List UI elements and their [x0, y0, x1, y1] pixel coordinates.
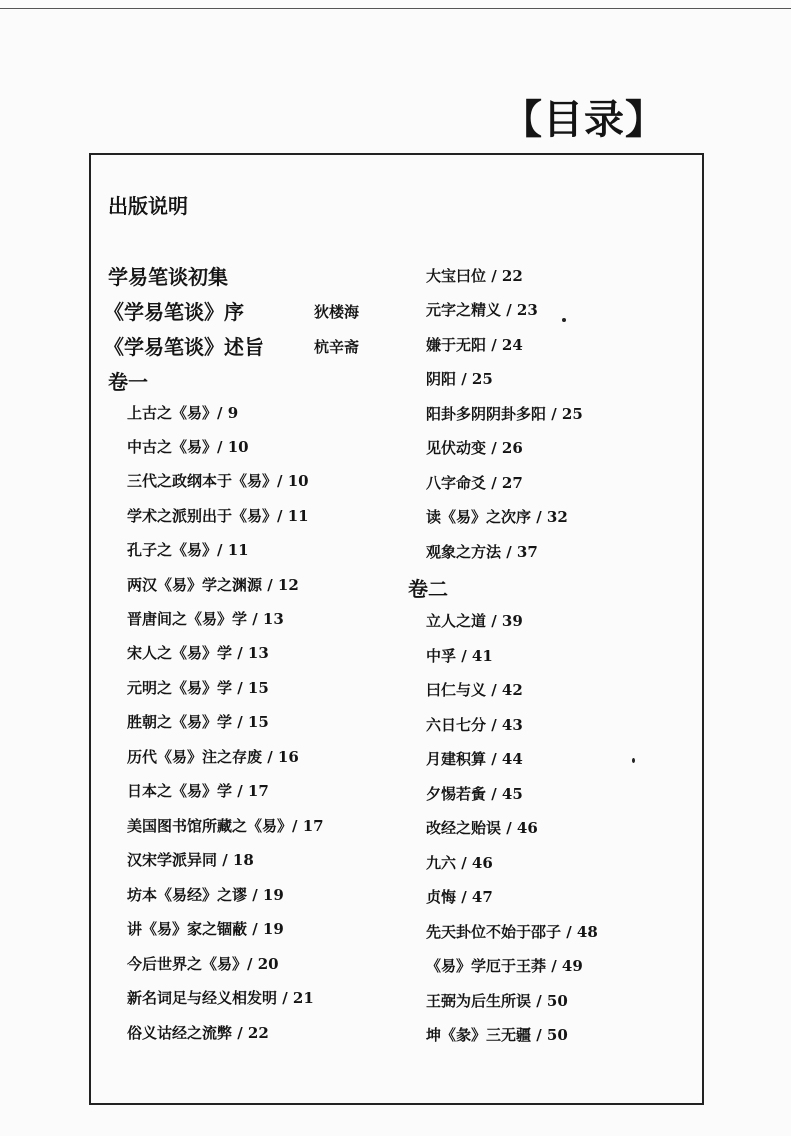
toc-entry: 新名词足与经义相发明 / 21 — [127, 989, 314, 1007]
toc-entry: 嫌于无阳 / 24 — [426, 336, 523, 354]
toc-entry: 月建积算 / 44 — [426, 750, 523, 768]
toc-entry: 见伏动变 / 26 — [426, 439, 523, 457]
toc-entry: 先天卦位不始于邵子 / 48 — [426, 923, 598, 941]
toc-entry: 宋人之《易》学 / 13 — [127, 644, 269, 662]
volume-one-heading: 卷一 — [108, 370, 148, 394]
volume-two-heading: 卷二 — [408, 577, 448, 601]
toc-entry: 改经之贻误 / 46 — [426, 819, 538, 837]
toc-entry: 大宝曰位 / 22 — [426, 267, 523, 285]
scan-speck — [632, 758, 635, 763]
toc-entry: 晋唐间之《易》学 / 13 — [127, 610, 284, 628]
toc-entry: 六日七分 / 43 — [426, 716, 523, 734]
toc-entry: 夕惕若夤 / 45 — [426, 785, 523, 803]
toc-entry: 曰仁与义 / 42 — [426, 681, 523, 699]
toc-entry: 读《易》之次序 / 32 — [426, 508, 568, 526]
top-rule — [0, 8, 791, 9]
preface-author: 狄楼海 — [314, 303, 360, 321]
preface-title: 《学易笔谈》述旨 — [104, 335, 264, 359]
page-title: 【目录】 — [502, 97, 666, 143]
toc-entry: 王弼为后生所误 / 50 — [426, 992, 568, 1010]
toc-entry: 阳卦多阴阴卦多阳 / 25 — [426, 405, 583, 423]
toc-entry: 三代之政纲本于《易》/ 10 — [127, 472, 309, 490]
toc-entry: 中孚 / 41 — [426, 647, 493, 665]
toc-entry: 美国图书馆所藏之《易》/ 17 — [127, 817, 324, 835]
toc-entry: 中古之《易》/ 10 — [127, 438, 249, 456]
toc-entry: 日本之《易》学 / 17 — [127, 782, 269, 800]
toc-entry: 贞悔 / 47 — [426, 888, 493, 906]
toc-entry: 讲《易》家之锢蔽 / 19 — [127, 920, 284, 938]
preface-author: 杭辛斋 — [314, 338, 360, 356]
toc-entry: 今后世界之《易》/ 20 — [127, 955, 279, 973]
toc-entry: 汉宋学派异同 / 18 — [127, 851, 254, 869]
toc-entry: 八字命爻 / 27 — [426, 474, 523, 492]
toc-entry: 坊本《易经》之谬 / 19 — [127, 886, 284, 904]
toc-entry: 元明之《易》学 / 15 — [127, 679, 269, 697]
toc-entry: 孔子之《易》/ 11 — [127, 541, 249, 559]
toc-entry: 俗义诂经之流弊 / 22 — [127, 1024, 269, 1042]
toc-entry: 《易》学厄于王莽 / 49 — [426, 957, 583, 975]
toc-entry: 九六 / 46 — [426, 854, 493, 872]
toc-entry: 元字之精义 / 23 — [426, 301, 538, 319]
section-title: 学易笔谈初集 — [108, 265, 228, 289]
front-matter-entry: 出版说明 — [108, 194, 188, 218]
toc-entry: 观象之方法 / 37 — [426, 543, 538, 561]
scan-speck — [562, 318, 566, 322]
toc-entry: 上古之《易》/ 9 — [127, 404, 239, 422]
toc-entry: 胜朝之《易》学 / 15 — [127, 713, 269, 731]
toc-entry: 坤《彖》三无疆 / 50 — [426, 1026, 568, 1044]
toc-entry: 立人之道 / 39 — [426, 612, 523, 630]
toc-entry: 阴阳 / 25 — [426, 370, 493, 388]
toc-entry: 学术之派别出于《易》/ 11 — [127, 507, 309, 525]
toc-entry: 历代《易》注之存废 / 16 — [127, 748, 299, 766]
toc-entry: 两汉《易》学之渊源 / 12 — [127, 576, 299, 594]
preface-title: 《学易笔谈》序 — [104, 300, 244, 324]
